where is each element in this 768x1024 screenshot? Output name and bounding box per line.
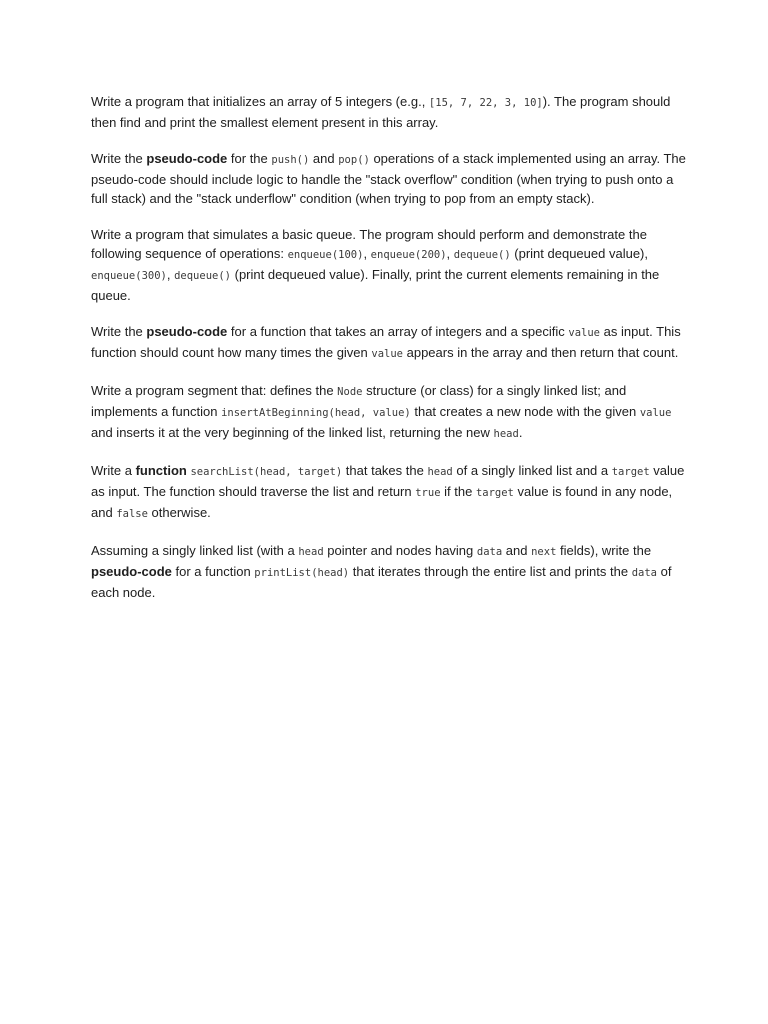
paragraph-text: value is found in any node, and bbox=[91, 484, 673, 520]
inline-code: value bbox=[639, 407, 672, 419]
exercise-paragraph-5 bbox=[91, 381, 686, 444]
paragraph-text: operations of a stack implemented using an array. The pseudo-code should include logic to handle the "stack overflow" condition (when trying to push onto a full stack) and the "stack underflow" condition (when trying to pop from an empty stack). bbox=[91, 151, 686, 206]
inline-code: value bbox=[568, 327, 600, 339]
paragraph-text: , bbox=[446, 246, 454, 261]
exercise-paragraph-1 bbox=[91, 92, 686, 132]
inline-code: data bbox=[631, 567, 657, 579]
paragraph-text: , bbox=[363, 246, 371, 261]
paragraph-text: that creates a new node with the given bbox=[410, 404, 640, 419]
inline-code: enqueue(100) bbox=[287, 249, 364, 261]
bold-text: pseudo-code bbox=[91, 564, 172, 579]
paragraph-text: value as input. The function should traverse the list and return bbox=[91, 463, 685, 499]
inline-code: insertAtBeginning(head, value) bbox=[221, 407, 411, 419]
inline-code: Node bbox=[337, 386, 363, 398]
exercise-paragraph-3 bbox=[91, 225, 686, 305]
inline-code: pop() bbox=[338, 154, 370, 166]
paragraph-text: Write a bbox=[91, 463, 136, 478]
paragraph-text: for a function bbox=[171, 564, 255, 579]
inline-code: target bbox=[475, 487, 514, 499]
exercise-paragraph-4 bbox=[91, 322, 686, 364]
exercise-paragraph-6 bbox=[91, 461, 686, 524]
inline-code: true bbox=[415, 487, 441, 499]
inline-code: head bbox=[427, 466, 453, 478]
inline-code: value bbox=[371, 348, 403, 360]
paragraph-text: of a singly linked list and a bbox=[452, 463, 612, 478]
inline-code: next bbox=[531, 546, 557, 558]
paragraph-text: otherwise. bbox=[147, 505, 211, 520]
paragraph-text: of each node. bbox=[91, 564, 672, 600]
paragraph-text: Write a program that initializes an array of 5 integers (e.g., bbox=[91, 94, 429, 109]
paragraph-text: for the bbox=[227, 151, 272, 166]
document-page bbox=[91, 92, 686, 602]
paragraph-text: , bbox=[166, 267, 175, 282]
paragraph-text: Write the bbox=[91, 151, 147, 166]
paragraph-text: and bbox=[309, 151, 339, 166]
inline-code: enqueue(200) bbox=[370, 249, 447, 261]
inline-code: target bbox=[611, 466, 650, 478]
inline-code: head bbox=[493, 428, 519, 440]
inline-code: printList(head) bbox=[254, 567, 350, 579]
paragraph-text: that iterates through the entire list and prints the bbox=[349, 564, 632, 579]
inline-code: [15, 7, 22, 3, 10] bbox=[428, 97, 543, 109]
paragraph-text: (print dequeued value). Finally, print the current elements remaining in the queue. bbox=[91, 267, 660, 303]
paragraph-text: that takes the bbox=[342, 463, 428, 478]
paragraph-text: appears in the array and then return that count. bbox=[403, 345, 679, 360]
paragraph-text: and bbox=[502, 543, 532, 558]
exercise-paragraph-2 bbox=[91, 149, 686, 208]
inline-code: data bbox=[476, 546, 503, 558]
paragraph-text: as input. This function should count how many times the given bbox=[91, 324, 681, 360]
bold-text: function bbox=[135, 463, 187, 478]
paragraph-text: fields), write the bbox=[556, 543, 652, 558]
inline-code: enqueue(300) bbox=[91, 270, 167, 282]
paragraph-text: for a function that takes an array of integers and a specific bbox=[227, 324, 569, 339]
paragraph-text: structure (or class) for a singly linked list; and implements a function bbox=[91, 383, 627, 419]
paragraph-text: Write a program segment that: defines the bbox=[91, 383, 338, 398]
paragraph-text: pointer and nodes having bbox=[323, 543, 477, 558]
paragraph-text: ). The program should then find and print the smallest element present in this array. bbox=[91, 94, 671, 130]
paragraph-text: and inserts it at the very beginning of the linked list, returning the new bbox=[91, 425, 494, 440]
inline-code: dequeue() bbox=[174, 270, 231, 282]
bold-text: pseudo-code bbox=[146, 324, 228, 339]
inline-code: searchList(head, target) bbox=[190, 466, 343, 478]
paragraph-text: Write the bbox=[91, 324, 147, 339]
inline-code: push() bbox=[271, 154, 310, 166]
inline-code: dequeue() bbox=[453, 249, 511, 261]
inline-code: false bbox=[116, 508, 148, 520]
paragraph-text: Assuming a singly linked list (with a bbox=[91, 543, 299, 558]
bold-text: pseudo-code bbox=[146, 151, 228, 166]
paragraph-text: if the bbox=[440, 484, 476, 499]
exercise-paragraph-7 bbox=[91, 541, 686, 602]
inline-code: head bbox=[298, 546, 324, 558]
paragraph-text: . bbox=[518, 425, 523, 440]
paragraph-text: Write a program that simulates a basic queue. The program should perform and demonstrate the following sequence of operations: bbox=[91, 227, 647, 261]
paragraph-text: (print dequeued value), bbox=[510, 246, 648, 261]
